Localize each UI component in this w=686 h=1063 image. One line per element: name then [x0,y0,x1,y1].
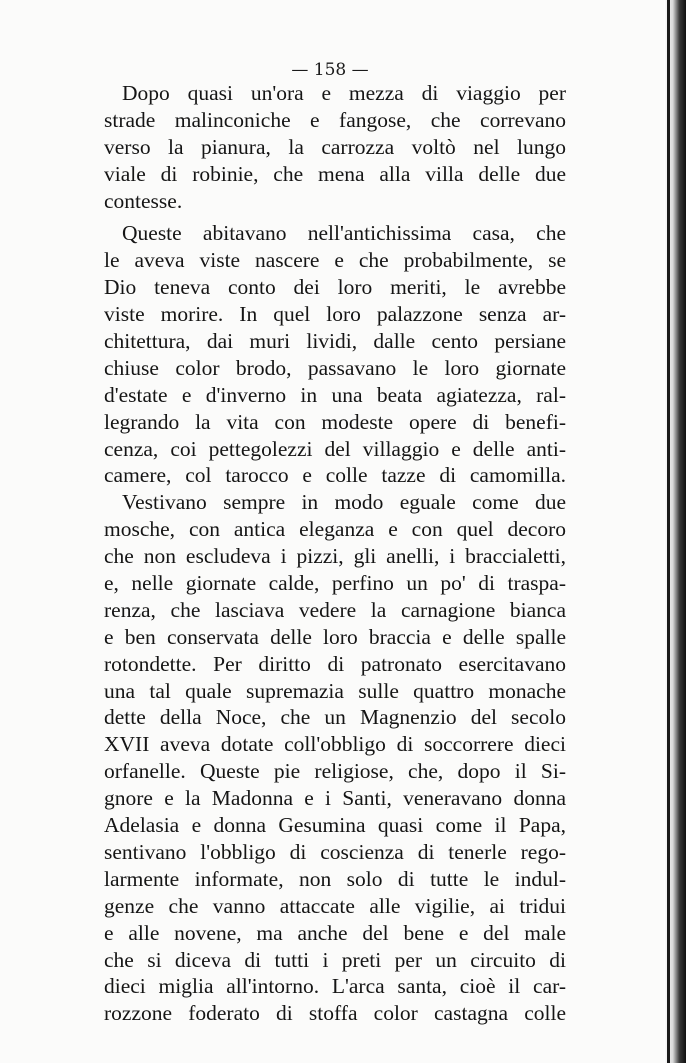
paragraph-1 [104,80,566,214]
text-line: dieci miglia all'intorno. L'arca santa, cioè il car- [104,974,566,999]
text-line: dette della Noce, che un Magnenzio del secolo [104,705,566,730]
text-line: larmente informate, non solo di tutte le indul- [104,866,566,891]
text-line: contesse. [104,188,183,213]
text-line: chitettura, dai muri lividi, dalle cento persiane [104,329,566,354]
text-line: gnore e la Madonna e i Santi, veneravano donna [104,786,566,811]
text-line: Dio teneva conto dei loro meriti, le avrebbe [104,275,566,300]
text-line: Vestivano sempre in modo eguale come due [122,490,566,515]
text-line: chiuse color brodo, passavano le loro giornate [104,355,566,380]
text-line: XVII aveva dotate coll'obbligo di soccorrere dieci [104,732,566,757]
text-line: mosche, con antica eleganza e con quel decoro [104,517,566,542]
text-line: viste morire. In quel loro palazzone senza ar- [104,302,566,327]
body-text [104,80,566,1027]
text-line: e alle novene, ma anche del bene e del male [104,920,566,945]
text-line: verso la pianura, la carrozza voltò nel lungo [104,134,566,159]
text-line: d'estate e d'inverno in una beata agiatezza, ral- [104,382,566,407]
text-line: Dopo quasi un'ora e mezza di viaggio per [122,81,566,105]
text-line: una tal quale supremazia sulle quattro monache [104,678,566,703]
text-line: che si diceva di tutti i preti per un circuito di [104,947,566,972]
paragraph-3 [104,489,566,1027]
text-line: orfanelle. Queste pie religiose, che, dopo il Si- [104,759,566,784]
text-line: rotondette. Per diritto di patronato esercitavano [104,651,566,676]
text-line: Queste abitavano nell'antichissima casa, che [122,221,566,246]
text-line: strade malinconiche e fangose, che correvano [104,107,566,132]
text-line: genze che vanno attaccate alle vigilie, ai tridui [104,893,566,918]
text-line: cenza, coi pettegolezzi del villaggio e delle anti- [104,436,566,461]
text-line: Adelasia e donna Gesumina quasi come il Papa, [104,813,566,838]
text-line: che non escludeva i pizzi, gli anelli, i braccialetti, [104,544,566,569]
paragraph-2 [104,220,566,489]
page-number: — 158 — [291,60,369,80]
text-line: viale di robinie, che mena alla villa delle due [104,161,566,186]
text-line: sentivano l'obbligo di coscienza di tenerle rego- [104,839,566,864]
binding-edge [667,0,670,1063]
text-line: le aveva viste nascere e che probabilmente, se [104,248,566,273]
text-line: rozzone foderato di stoffa color castagna colle [104,1001,566,1026]
text-line: renza, che lasciava vedere la carnagione bianca [104,597,566,622]
text-line: e ben conservata delle loro braccia e delle spalle [104,624,566,649]
text-line: e, nelle giornate calde, perfino un po' di traspa- [104,571,566,596]
text-line: legrando la vita con modeste opere di benefi- [104,409,566,434]
text-line: camere, col tarocco e colle tazze di camomilla. [104,463,566,488]
